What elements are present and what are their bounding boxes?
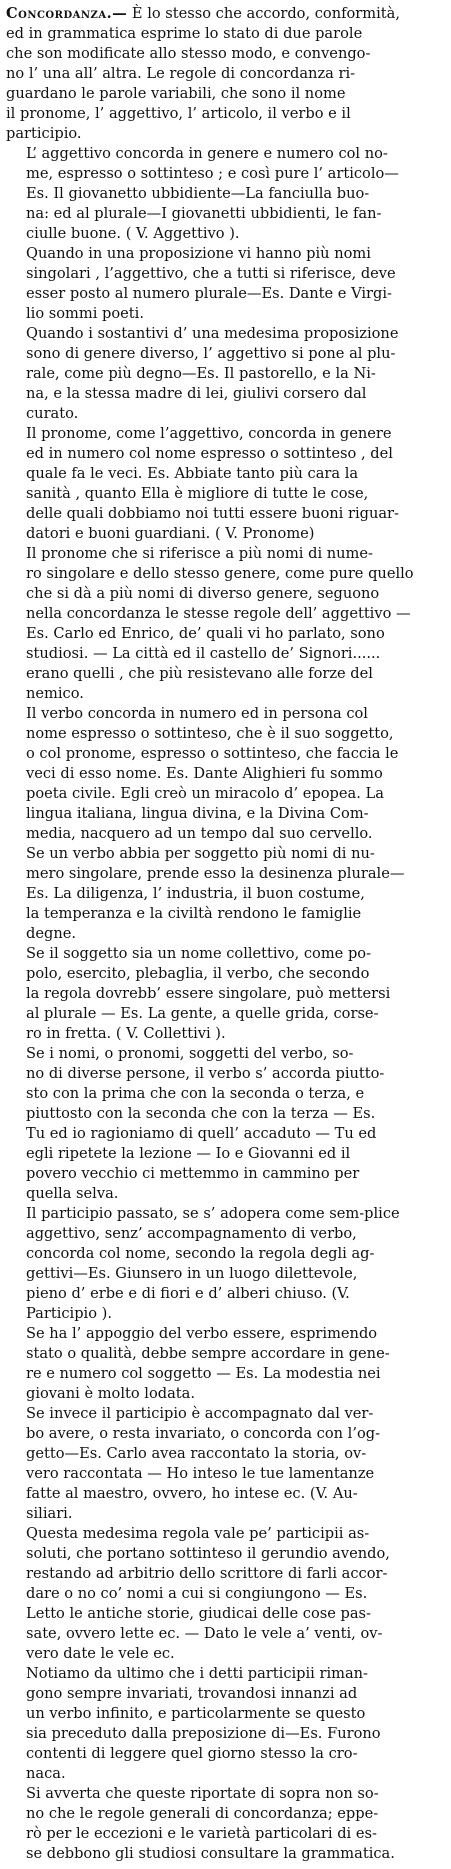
entry-paragraph <box>6 1404 445 1524</box>
text-line: soluti, che portano sottinteso il gerundio avendo, <box>26 1545 390 1562</box>
text-line: Es. Carlo ed Enrico, de’ quali vi ho parlato, sono <box>26 625 385 642</box>
text-line: che si dà a più nomi di diverso genere, seguono <box>26 585 380 602</box>
text-line: contenti di leggere quel giorno stesso la cro- <box>26 1745 358 1762</box>
text-line: Questa medesima regola vale pe’ participii as- <box>26 1525 370 1542</box>
text-line: nemico. <box>26 685 84 702</box>
text-line: erano quelli , che più resistevano alle forze del <box>26 665 373 682</box>
entry-paragraph <box>6 424 445 544</box>
text-line: Concordanza.— È lo stesso che accordo, conformità, <box>6 5 400 22</box>
text-line: giovani è molto lodata. <box>26 1385 196 1402</box>
text-line: un verbo infinito, e particolarmente se questo <box>26 1705 366 1722</box>
text-line: degne. <box>26 925 76 942</box>
text-line: participio. <box>6 125 82 142</box>
text-line: lio sommi poeti. <box>26 305 144 322</box>
text-line: Notiamo da ultimo che i detti participii riman- <box>26 1665 368 1682</box>
text-line: nella concordanza le stesse regole dell’ aggettivo — <box>26 605 411 622</box>
entry-paragraph <box>6 844 445 944</box>
text-line: Si avverta che queste riportate di sopra non so- <box>26 1785 379 1802</box>
text-line: povero vecchio ci mettemmo in cammino per <box>26 1165 360 1182</box>
text-line: me, espresso o sottinteso ; e così pure l’ articolo— <box>26 165 399 182</box>
text-line: sia preceduto dalla preposizione di—Es. Furono <box>26 1725 381 1742</box>
text-line: no di diverse persone, il verbo s’ accorda piutto- <box>26 1065 385 1082</box>
text-line: mero singolare, prende esso la desinenza plurale— <box>26 865 405 882</box>
text-line: guardano le parole variabili, che sono il nome <box>6 85 346 102</box>
text-line: rò per le eccezioni e le varietà particolari di es- <box>26 1825 377 1842</box>
text-line: sono di genere diverso, l’ aggettivo si pone al plu- <box>26 345 396 362</box>
entry-paragraph <box>6 1204 445 1324</box>
text-line: nome espresso o sottinteso, che è il suo soggetto, <box>26 725 394 742</box>
text-line: sanità , quanto Ella è migliore di tutte le cose, <box>26 485 369 502</box>
text-line: L’ aggettivo concorda in genere e numero col no- <box>26 145 388 162</box>
text-line: piuttosto con la seconda che con la terza — Es. <box>26 1105 376 1122</box>
entry-paragraph <box>6 944 445 1044</box>
entry-paragraph <box>6 1784 445 1864</box>
text-line: Il verbo concorda in numero ed in persona col <box>26 705 368 722</box>
text-line: concorda col nome, secondo la regola degli ag- <box>26 1245 375 1262</box>
text-line: Participio ). <box>26 1305 112 1322</box>
text-line: stato o qualità, debbe sempre accordare in gene- <box>26 1345 390 1362</box>
text-line: Letto le antiche storie, giudicai delle cose pas- <box>26 1605 371 1622</box>
text-line: re e numero col soggetto — Es. La modestia nei <box>26 1365 381 1382</box>
text-line: polo, esercito, plebaglia, il verbo, che secondo <box>26 965 370 982</box>
text-line: o col pronome, espresso o sottinteso, che faccia le <box>26 745 399 762</box>
text-line: studiosi. — La città ed il castello de’ Signori...... <box>26 645 381 662</box>
headword: Concordanza.— <box>6 5 128 22</box>
entry-paragraph <box>6 704 445 844</box>
text-line: Quando i sostantivi d’ una medesima proposizione <box>26 325 399 342</box>
text-line: al plurale — Es. La gente, a quelle grida, corse- <box>26 1005 379 1022</box>
entry-paragraph <box>6 1524 445 1664</box>
text-line: Se i nomi, o pronomi, soggetti del verbo, so- <box>26 1045 354 1062</box>
text-line: vero date le vele ec. <box>26 1645 175 1662</box>
text-line: esser posto al numero plurale—Es. Dante e Virgi- <box>26 285 392 302</box>
entry-paragraph-heading <box>6 4 445 144</box>
text-line: poeta civile. Egli creò un miracolo d’ epopea. La <box>26 785 384 802</box>
text-line: no l’ una all’ altra. Le regole di concordanza ri- <box>6 65 356 82</box>
entry-paragraph <box>6 1664 445 1784</box>
entry-paragraph <box>6 144 445 244</box>
text-line: sto con la prima che con la seconda o terza, e <box>26 1085 365 1102</box>
text-line: quella selva. <box>26 1185 119 1202</box>
entry-paragraph <box>6 544 445 704</box>
entry-paragraph <box>6 244 445 324</box>
text-line: gono sempre invariati, trovandosi innanzi ad <box>26 1685 358 1702</box>
text-line: pieno d’ erbe e di fiori e d’ alberi chiuso. (V. <box>26 1285 350 1302</box>
text-line: Il pronome, come l’aggettivo, concorda in genere <box>26 425 392 442</box>
entry-paragraph <box>6 1324 445 1404</box>
text-line: il pronome, l’ aggettivo, l’ articolo, il verbo e il <box>6 105 351 122</box>
text-line: che son modificate allo stesso modo, e convengo- <box>6 45 371 62</box>
text-line: restando ad arbitrio dello scrittore di farli accor- <box>26 1565 388 1582</box>
text-line: singolari , l’aggettivo, che a tutti si riferisce, deve <box>26 265 396 282</box>
text-line: delle quali dobbiamo noi tutti essere buoni riguar- <box>26 505 399 522</box>
text-line: veci di esso nome. Es. Dante Alighieri fu sommo <box>26 765 383 782</box>
entry-paragraph <box>6 324 445 424</box>
text-line: gettivi—Es. Giunsero in un luogo dilettevole, <box>26 1265 358 1282</box>
text-line: Se un verbo abbia per soggetto più nomi di nu- <box>26 845 375 862</box>
text-line: Tu ed io ragioniamo di quell’ accaduto — Tu ed <box>26 1125 377 1142</box>
text-line: ed in grammatica esprime lo stato di due parole <box>6 25 363 42</box>
text-line: Se invece il participio è accompagnato dal ver- <box>26 1405 374 1422</box>
text-line: na, e la stessa madre di lei, giulivi corsero dal <box>26 385 367 402</box>
text-line: ed in numero col nome espresso o sottinteso , del <box>26 445 393 462</box>
text-line: datori e buoni guardiani. ( V. Pronome) <box>26 525 315 542</box>
text-line: egli ripetete la lezione — Io e Giovanni ed il <box>26 1145 351 1162</box>
text-line: dare o no co’ nomi a cui si congiungono — Es. <box>26 1585 368 1602</box>
text-line: Quando in una proposizione vi hanno più nomi <box>26 245 371 262</box>
text-line: bo avere, o resta invariato, o concorda con l’og- <box>26 1425 381 1442</box>
text-line: na: ed al plurale—I giovanetti ubbidienti, le fan- <box>26 205 382 222</box>
text-line: ro in fretta. ( V. Collettivi ). <box>26 1025 226 1042</box>
text-line: lingua italiana, lingua divina, e la Divina Com- <box>26 805 369 822</box>
text-line: media, nacquero ad un tempo dal suo cervello. <box>26 825 373 842</box>
text-line: ciulle buone. ( V. Aggettivo ). <box>26 225 240 242</box>
text-line: fatte al maestro, ovvero, ho intese ec. (V. Au- <box>26 1485 358 1502</box>
text-line: se debbono gli studiosi consultare la grammatica. <box>26 1845 395 1862</box>
text-line: vero raccontata — Ho inteso le tue lamentanze <box>26 1465 375 1482</box>
text-line: naca. <box>26 1765 66 1782</box>
text-line: getto—Es. Carlo avea raccontato la storia, ov- <box>26 1445 367 1462</box>
text-line: quale fa le veci. Es. Abbiate tanto più cara la <box>26 465 359 482</box>
text-line: la regola dovrebb’ essere singolare, può mettersi <box>26 985 391 1002</box>
text-line: Il participio passato, se s’ adopera come sem-plice <box>26 1205 400 1222</box>
text-line: la temperanza e la civiltà rendono le famiglie <box>26 905 362 922</box>
text-line: aggettivo, senz’ accompagnamento di verbo, <box>26 1225 357 1242</box>
text-line: Se il soggetto sia un nome collettivo, come po- <box>26 945 371 962</box>
text-line: Es. La diligenza, l’ industria, il buon costume, <box>26 885 365 902</box>
text-line: Se ha l’ appoggio del verbo essere, esprimendo <box>26 1325 378 1342</box>
text-line: curato. <box>26 405 79 422</box>
text-line: siliari. <box>26 1505 73 1522</box>
text-line: Es. Il giovanetto ubbidiente—La fanciulla buo- <box>26 185 370 202</box>
text-line: ro singolare e dello stesso genere, come pure quello <box>26 565 414 582</box>
text-line: Il pronome che si riferisce a più nomi di nume- <box>26 545 373 562</box>
entry-paragraph <box>6 1044 445 1204</box>
text-line: sate, ovvero lette ec. — Dato le vele a’ venti, ov- <box>26 1625 383 1642</box>
text-line: no che le regole generali di concordanza; eppe- <box>26 1805 379 1822</box>
text-line: rale, come più degno—Es. Il pastorello, e la Ni- <box>26 365 376 382</box>
